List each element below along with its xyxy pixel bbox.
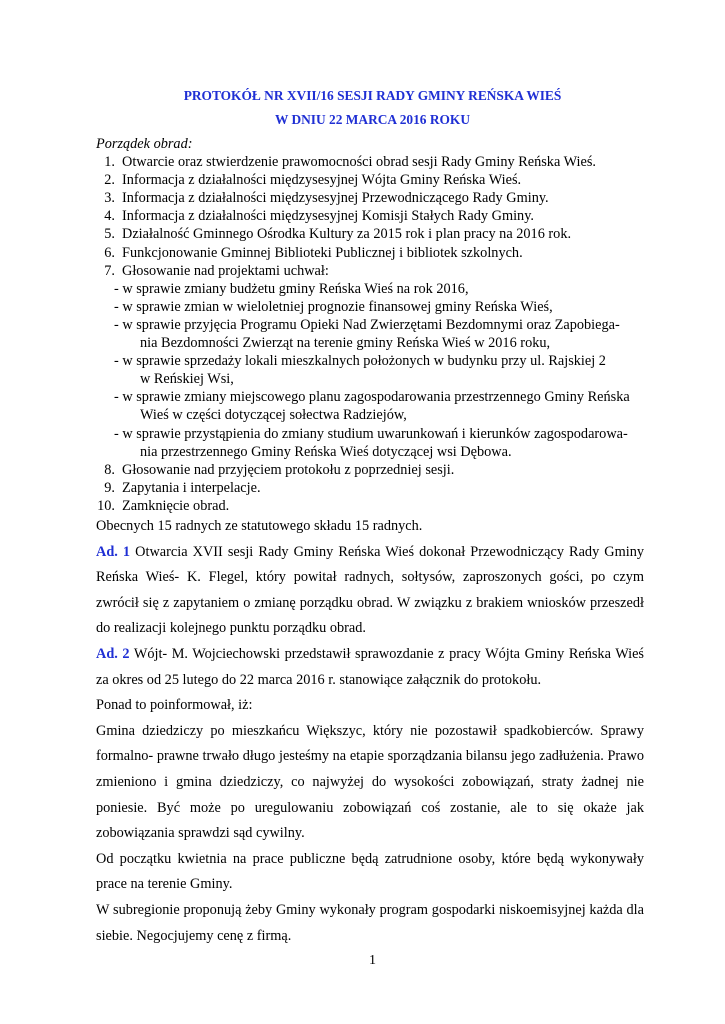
agenda-item: 6. Funkcjonowanie Gminnej Biblioteki Publicznej i bibliotek szkolnych. — [104, 244, 523, 261]
agenda — [96, 135, 656, 515]
body-paragraph: Od początku kwietnia na prace publiczne będą zatrudnione osoby, które będą wykonywały prace na terenie Gminy. — [96, 850, 644, 893]
agenda-item: 8. Głosowanie nad przyjęciem protokołu z poprzedniej sesji. — [104, 461, 455, 478]
body-paragraph: Gmina dziedziczy po mieszkańcu Większyc, który nie pozostawił spadkobierców. Sprawy formalno- prawne trwało długo jesteśmy na etapie sporządzania bilansu jego zadłużenia. Prawo zmieniono i gmina dziedziczy, co najwyżej do wysokości zobowiązań, straty żadnej nie poniesie. Być może po uregulowaniu zobowiązań coś zostanie, ale to się okaże jak zobowiązania sprawdzi sąd cywilny. — [96, 722, 644, 842]
resolution-item: - w sprawie zmiany miejscowego planu zagospodarowania przestrzennego Gminy Reńska Wieś w części dotyczącej sołectwa Radziejów, — [114, 389, 630, 424]
protocol-title: PROTOKÓŁ NR XVII/16 SESJI RADY GMINY REŃSKA WIEŚ — [183, 88, 562, 103]
agenda-item: 5. Działalność Gminnego Ośrodka Kultury za 2015 rok i plan pracy na 2016 rok. — [104, 226, 572, 243]
agenda-heading: Porządek obrad: — [96, 136, 193, 152]
body-paragraph: Ponad to poinformował, iż: — [96, 697, 253, 714]
agenda-item: 2. Informacja z działalności międzysesyjnej Wójta Gminy Reńska Wieś. — [104, 172, 522, 189]
agenda-item: 9. Zapytania i interpelacje. — [104, 479, 261, 496]
page-number: 1 — [369, 953, 376, 968]
ad2-label: Ad. 2 — [96, 645, 130, 662]
agenda-item: 7. Głosowanie nad projektami uchwał: — [104, 262, 329, 279]
ad1-paragraph: Ad. 1 Otwarcia XVII sesji Rady Gminy Reńska Wieś dokonał Przewodniczący Rady Gminy Reńska Wieś- K. Flegel, który powitał radnych, sołtysów, zaproszonych gości, po czym zwrócił się z zapytaniem o zmianę porządku obrad. W związku z brakiem wniosków przeszedł do realizacji kolejnego punktu porządku obrad. — [96, 543, 645, 637]
resolution-item: - w sprawie zmian w wieloletniej prognozie finansowej gminy Reńska Wieś, — [114, 298, 553, 315]
body-paragraph: W subregionie proponują żeby Gminy wykonały program gospodarki niskoemisyjnej każda dla siebie. Negocjujemy cenę z firmą. — [96, 901, 644, 944]
agenda-item: 3. Informacja z działalności międzysesyjnej Przewodniczącego Rady Gminy. — [104, 190, 549, 207]
agenda-item: 10. Zamknięcie obrad. — [97, 497, 230, 514]
resolution-item: - w sprawie przystąpienia do zmiany studium uwarunkowań i kierunków zagospodarowa- nia przestrzennego Gminy Reńska Wieś dotyczącej wsi Dębowa. — [114, 425, 628, 460]
resolution-item: - w sprawie zmiany budżetu gminy Reńska Wieś na rok 2016, — [114, 280, 469, 297]
agenda-item: 4. Informacja z działalności międzysesyjnej Komisji Stałych Rady Gminy. — [104, 208, 534, 225]
protocol-date-title: W DNIU 22 MARCA 2016 ROKU — [274, 112, 471, 127]
resolution-item: - w sprawie przyjęcia Programu Opieki Nad Zwierzętami Bezdomnymi oraz Zapobiega- nia Bezdomności Zwierząt na terenie gminy Reńska Wieś w 2016 roku, — [114, 316, 620, 352]
agenda-item: 1. Otwarcie oraz stwierdzenie prawomocności obrad sesji Rady Gminy Reńska Wieś. — [104, 154, 596, 171]
ad1-label: Ad. 1 — [96, 543, 131, 560]
resolution-item: - w sprawie sprzedaży lokali mieszkalnych położonych w budynku przy ul. Rajskiej 2 w Reńskiej Wsi, — [114, 353, 606, 388]
ad2-paragraph: Ad. 2 Wójt- M. Wojciechowski przedstawił sprawozdanie z pracy Wójta Gminy Reńska Wieś za okres od 25 lutego do 22 marca 2016 r. stanowiące załącznik do protokołu. — [96, 645, 644, 688]
attendance-paragraph: Obecnych 15 radnych ze statutowego składu 15 radnych. — [96, 518, 423, 534]
protocol-body — [96, 514, 644, 949]
